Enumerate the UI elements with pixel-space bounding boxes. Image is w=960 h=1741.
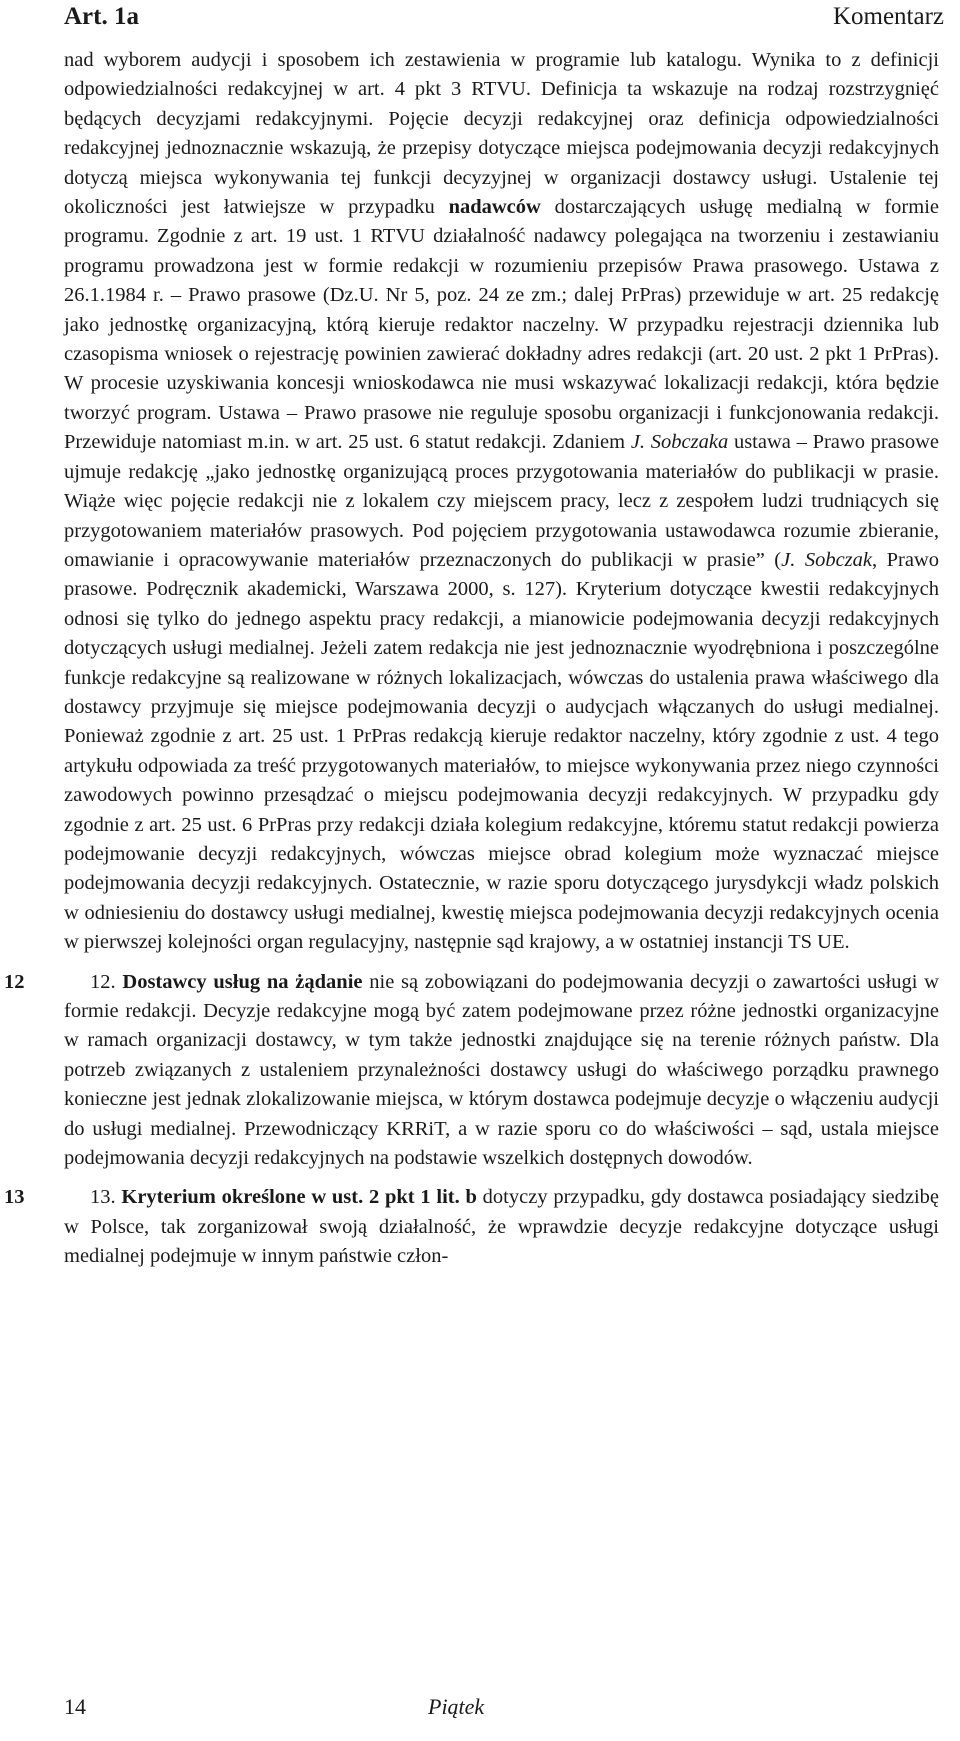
body-text [4,46,940,1272]
section-paragraph [64,1183,939,1271]
footer-author: Piątek [428,1694,485,1719]
section-heading: Dostawcy usług na żądanie [122,970,363,993]
page-footer [64,1692,940,1728]
bold-term: nadawców [448,196,541,219]
text-run: ustawa – Prawo prasowe ujmuje redakcję „jako jednostkę organizującą proces przygotowania materiałów do publikacji w prasie. Wiąże więc pojęcie redakcji nie z lokalem czy miejscem pracy, lecz z zespołem ludzi trudniących się przygotowaniem materiałów prasowych. Pod pojęciem przygotowania ustawodawca rozumie zbieranie, omawianie i opracowywanie materiałów przeznaczonych do publikacji w prasie” ( [64,431,939,571]
section-heading: Kryterium określone w ust. 2 pkt 1 lit. b [121,1186,477,1209]
margin-number: 12 [4,970,25,993]
section-text: nie są zobowiązani do podejmowania decyzji o zawartości usługi w formie redakcji. Decyzje redakcyjne mogą być zatem podejmowane przez różne jednostki organizacyjne w ramach organizacji dostawcy, w tym także jednostki znajdujące się na terenie różnych państw. Dla potrzeb związanych z ustaleniem przynależności dostawcy usługi do właściwego porządku prawnego konieczne jest jednak zlokalizowanie miejsca, w którym dostawca podejmuje decyzje o włączeniu audycji do usługi medialnej. Przewodniczący KRRiT, a w razie sporu co do właściwości – sąd, ustala miejsce podejmowania decyzji redakcyjnych na podstawie wszelkich dostępnych dowodów. [64,970,939,1170]
section-13 [4,1183,940,1271]
continuation-paragraph [64,46,939,958]
page-number: 14 [64,1694,86,1719]
section-number: 13. [90,1186,122,1209]
text-run: dostarczających usługę medialną w formie programu. Zgodnie z art. 19 ust. 1 RTVU działalność nadawcy polegająca na tworzeniu i zestawianiu programu prowadzona jest w formie redakcji w rozumieniu przepisów Prawa prasowego. Ustawa z 26.1.1984 r. – Prawo prasowe (Dz.U. Nr 5, poz. 24 ze zm.; dalej PrPras) przewiduje w art. 25 redakcję jako jednostkę organizacyjną, którą kieruje redaktor naczelny. W przypadku rejestracji dziennika lub czasopisma wniosek o rejestrację powinien zawierać dokładny adres redakcji (art. 20 ust. 2 pkt 1 PrPras). W procesie uzyskiwania koncesji wnioskodawca nie musi wskazywać lokalizacji redakcji, która będzie tworzyć program. Ustawa – Prawo prasowe nie reguluje sposobu organizacji i funkcjonowania redakcji. Przewiduje natomiast m.in. w art. 25 ust. 6 statut redakcji. Zdaniem [64,196,939,454]
section-text: dotyczy przypadku, gdy dostawca posiadający siedzibę w Polsce, tak zorganizował swoją działalność, że wprawdzie decyzje redakcyjne dotyczące usługi medialnej podejmuje w innym państwie człon- [64,1186,940,1268]
author-name: J. Sobczaka [630,431,729,454]
header-section: Komentarz [832,3,944,30]
header-article: Art. 1a [64,3,139,30]
section-12 [4,968,939,1174]
section-number: 12. [90,970,123,993]
margin-number: 13 [4,1186,25,1209]
section-paragraph [64,968,939,1174]
running-header [64,2,944,36]
text-run: , Prawo prasowe. Podręcznik akademicki, Warszawa 2000, s. 127). Kryterium dotyczące kwestii redakcyjnych odnosi się tylko do jednego aspektu pracy redakcji, a mianowicie podejmowania decyzji redakcyjnych dotyczących usługi medialnej. Jeżeli zatem redakcja nie jest jednoznacznie wyodrębniona i poszczególne funkcje redakcyjne są realizowane w różnych lokalizacjach, wówczas do ustalenia prawa właściwego dla dostawcy przyjmuje się miejsce podejmowania decyzji o audycjach włączanych do usługi medialnej. Ponieważ zgodnie z art. 25 ust. 1 PrPras redakcją kieruje redaktor naczelny, który zgodnie z ust. 4 tego artykułu odpowiada za treść przygotowanych materiałów, to miejsce wykonywania przez niego czynności zawodowych powinno przesądzać o miejscu podejmowania decyzji redakcyjnych. W przypadku gdy zgodnie z art. 25 ust. 6 PrPras przy redakcji działa kolegium redakcyjne, któremu statut redakcji powierza podejmowanie decyzji redakcyjnych, wówczas miejsce obrad kolegium może wyznaczać miejsce podejmowania decyzji redakcyjnych. Ostatecznie, w razie sporu dotyczącego jurysdykcji władz polskich w odniesieniu do dostawcy usługi medialnej, kwestię miejsca podejmowania decyzji redakcyjnych ocenia w pierwszej kolejności organ regulacyjny, następnie sąd krajowy, a w ostatniej instancji TS UE. [64,548,940,954]
author-name: J. Sobczak [781,548,873,571]
text-run: nad wyborem audycji i sposobem ich zestawienia w programie lub katalogu. Wynika to z definicji odpowiedzialności redakcyjnej w art. 4 pkt 3 RTVU. Definicja ta wskazuje na rodzaj rozstrzygnięć będących decyzjami redakcyjnymi. Pojęcie decyzji redakcyjnej oraz definicja odpowiedzialności redakcyjnej jednoznacznie wskazują, że przepisy dotyczące miejsca podejmowania decyzji redakcyjnych dotyczą miejsca wykonywania tej funkcji decyzyjnej w organizacji dostawcy usługi. Ustalenie tej okoliczności jest łatwiejsze w przypadku [64,49,939,219]
